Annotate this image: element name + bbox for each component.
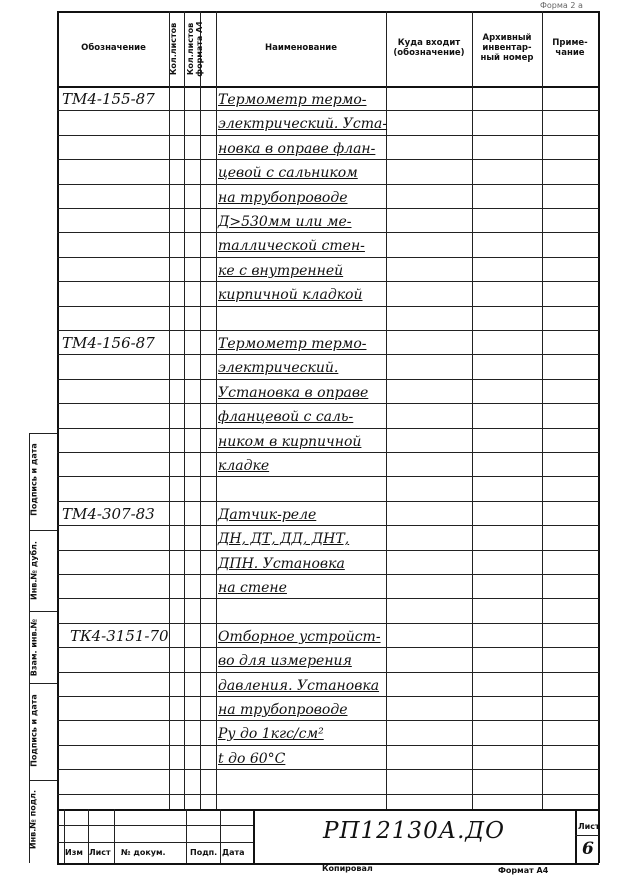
footer-format: Формат А4 [498, 866, 549, 875]
entry-name-line: на стене [218, 580, 287, 596]
entry-name-line: на трубопроводе [218, 190, 348, 206]
header-archive-number: Архивный инвентар- ный номер [480, 33, 534, 63]
entry-name-line: Отборное устройст- [218, 629, 381, 645]
header-a4-count: Кол.листов формата А4 [186, 21, 204, 77]
side-inv-dubl: Инв.№ дубл. [29, 541, 39, 600]
entry-name-line: кладке [218, 458, 270, 474]
row-line [57, 476, 599, 477]
document-code: РП12130А.ДО [323, 818, 505, 844]
side-sign-date-bottom: Подпись и дата [29, 694, 39, 767]
footer-copied: Копировал [322, 864, 373, 873]
tb-list: Лист [89, 848, 111, 857]
row-line [57, 379, 599, 380]
entry-name-line: Ру до 1кгс/см² [218, 726, 324, 742]
entry-name-line: Датчик-реле [218, 507, 317, 523]
row-line [57, 647, 599, 648]
row-line [57, 623, 599, 624]
row-line [57, 769, 599, 770]
row-line [57, 501, 599, 502]
header-name: Наименование [265, 43, 337, 54]
side-vzam-inv: Взам. инв.№ [29, 618, 39, 677]
entry-name-line: кирпичной кладкой [218, 287, 363, 303]
entry-name-line: электрический. [218, 360, 339, 376]
entry-name-line: ДПН. Установка [218, 556, 345, 572]
row-line [57, 550, 599, 551]
row-line [57, 110, 599, 111]
entry-designation: ТМ4-155-87 [62, 90, 155, 108]
entry-name-line: ником в кирпичной [218, 434, 362, 450]
entry-name-line: новка в оправе флан- [218, 141, 376, 157]
entry-name-line: Термометр термо- [218, 336, 367, 352]
header-included-in: Куда входит (обозначение) [393, 38, 465, 58]
entry-name-line: t до 60°С [218, 751, 286, 767]
row-line [57, 159, 599, 160]
row-line [57, 354, 599, 355]
row-line [57, 574, 599, 575]
tb-sheet-label: Лист [578, 822, 600, 831]
row-line [57, 452, 599, 453]
tb-podp: Подп. [190, 848, 218, 857]
row-line [57, 330, 599, 331]
tb-izm: Изм [65, 848, 83, 857]
form-label: Форма 2 а [540, 1, 583, 10]
row-line [57, 720, 599, 721]
row-line [57, 306, 599, 307]
header-designation: Обозначение [81, 43, 146, 54]
row-line [57, 525, 599, 526]
entry-designation: ТМ4-307-83 [62, 505, 155, 523]
row-line [57, 696, 599, 697]
entry-name-line: Установка в оправе [218, 385, 369, 401]
entry-name-line: Д>530мм или ме- [218, 214, 352, 230]
row-line [57, 232, 599, 233]
row-line [57, 745, 599, 746]
entry-name-line: таллической стен- [218, 238, 365, 254]
row-line [57, 135, 599, 136]
entry-name-line: на трубопроводе [218, 702, 348, 718]
tb-doc-no: № докум. [121, 848, 166, 857]
entry-name-line: давления. Установка [218, 678, 380, 694]
row-line [57, 428, 599, 429]
entry-name-line: электрический. Уста- [218, 116, 388, 132]
entry-name-line: во для измерения [218, 653, 352, 669]
sheet-number: 6 [582, 839, 594, 859]
row-line [57, 281, 599, 282]
entry-designation: ТК4-3151-70 [70, 627, 169, 645]
row-line [57, 598, 599, 599]
row-line [57, 208, 599, 209]
header-note: Приме- чание [552, 38, 588, 58]
tb-data: Дата [222, 848, 245, 857]
row-line [57, 184, 599, 185]
row-line [57, 672, 599, 673]
entry-name-line: фланцевой с саль- [218, 409, 354, 425]
row-line [57, 794, 599, 795]
side-inv-podl: Инв.№ подл. [28, 789, 38, 850]
row-line [57, 403, 599, 404]
side-sign-date-top: Подпись и дата [29, 443, 39, 516]
row-line [57, 257, 599, 258]
header-sheet-count: Кол.листов [169, 22, 178, 76]
entry-name-line: Термометр термо- [218, 92, 367, 108]
entry-name-line: ке с внутренней [218, 263, 344, 279]
entry-name-line: цевой с сальником [218, 165, 358, 181]
entry-designation: ТМ4-156-87 [62, 334, 155, 352]
entry-name-line: ДН, ДТ, ДД, ДНТ, [218, 531, 350, 547]
